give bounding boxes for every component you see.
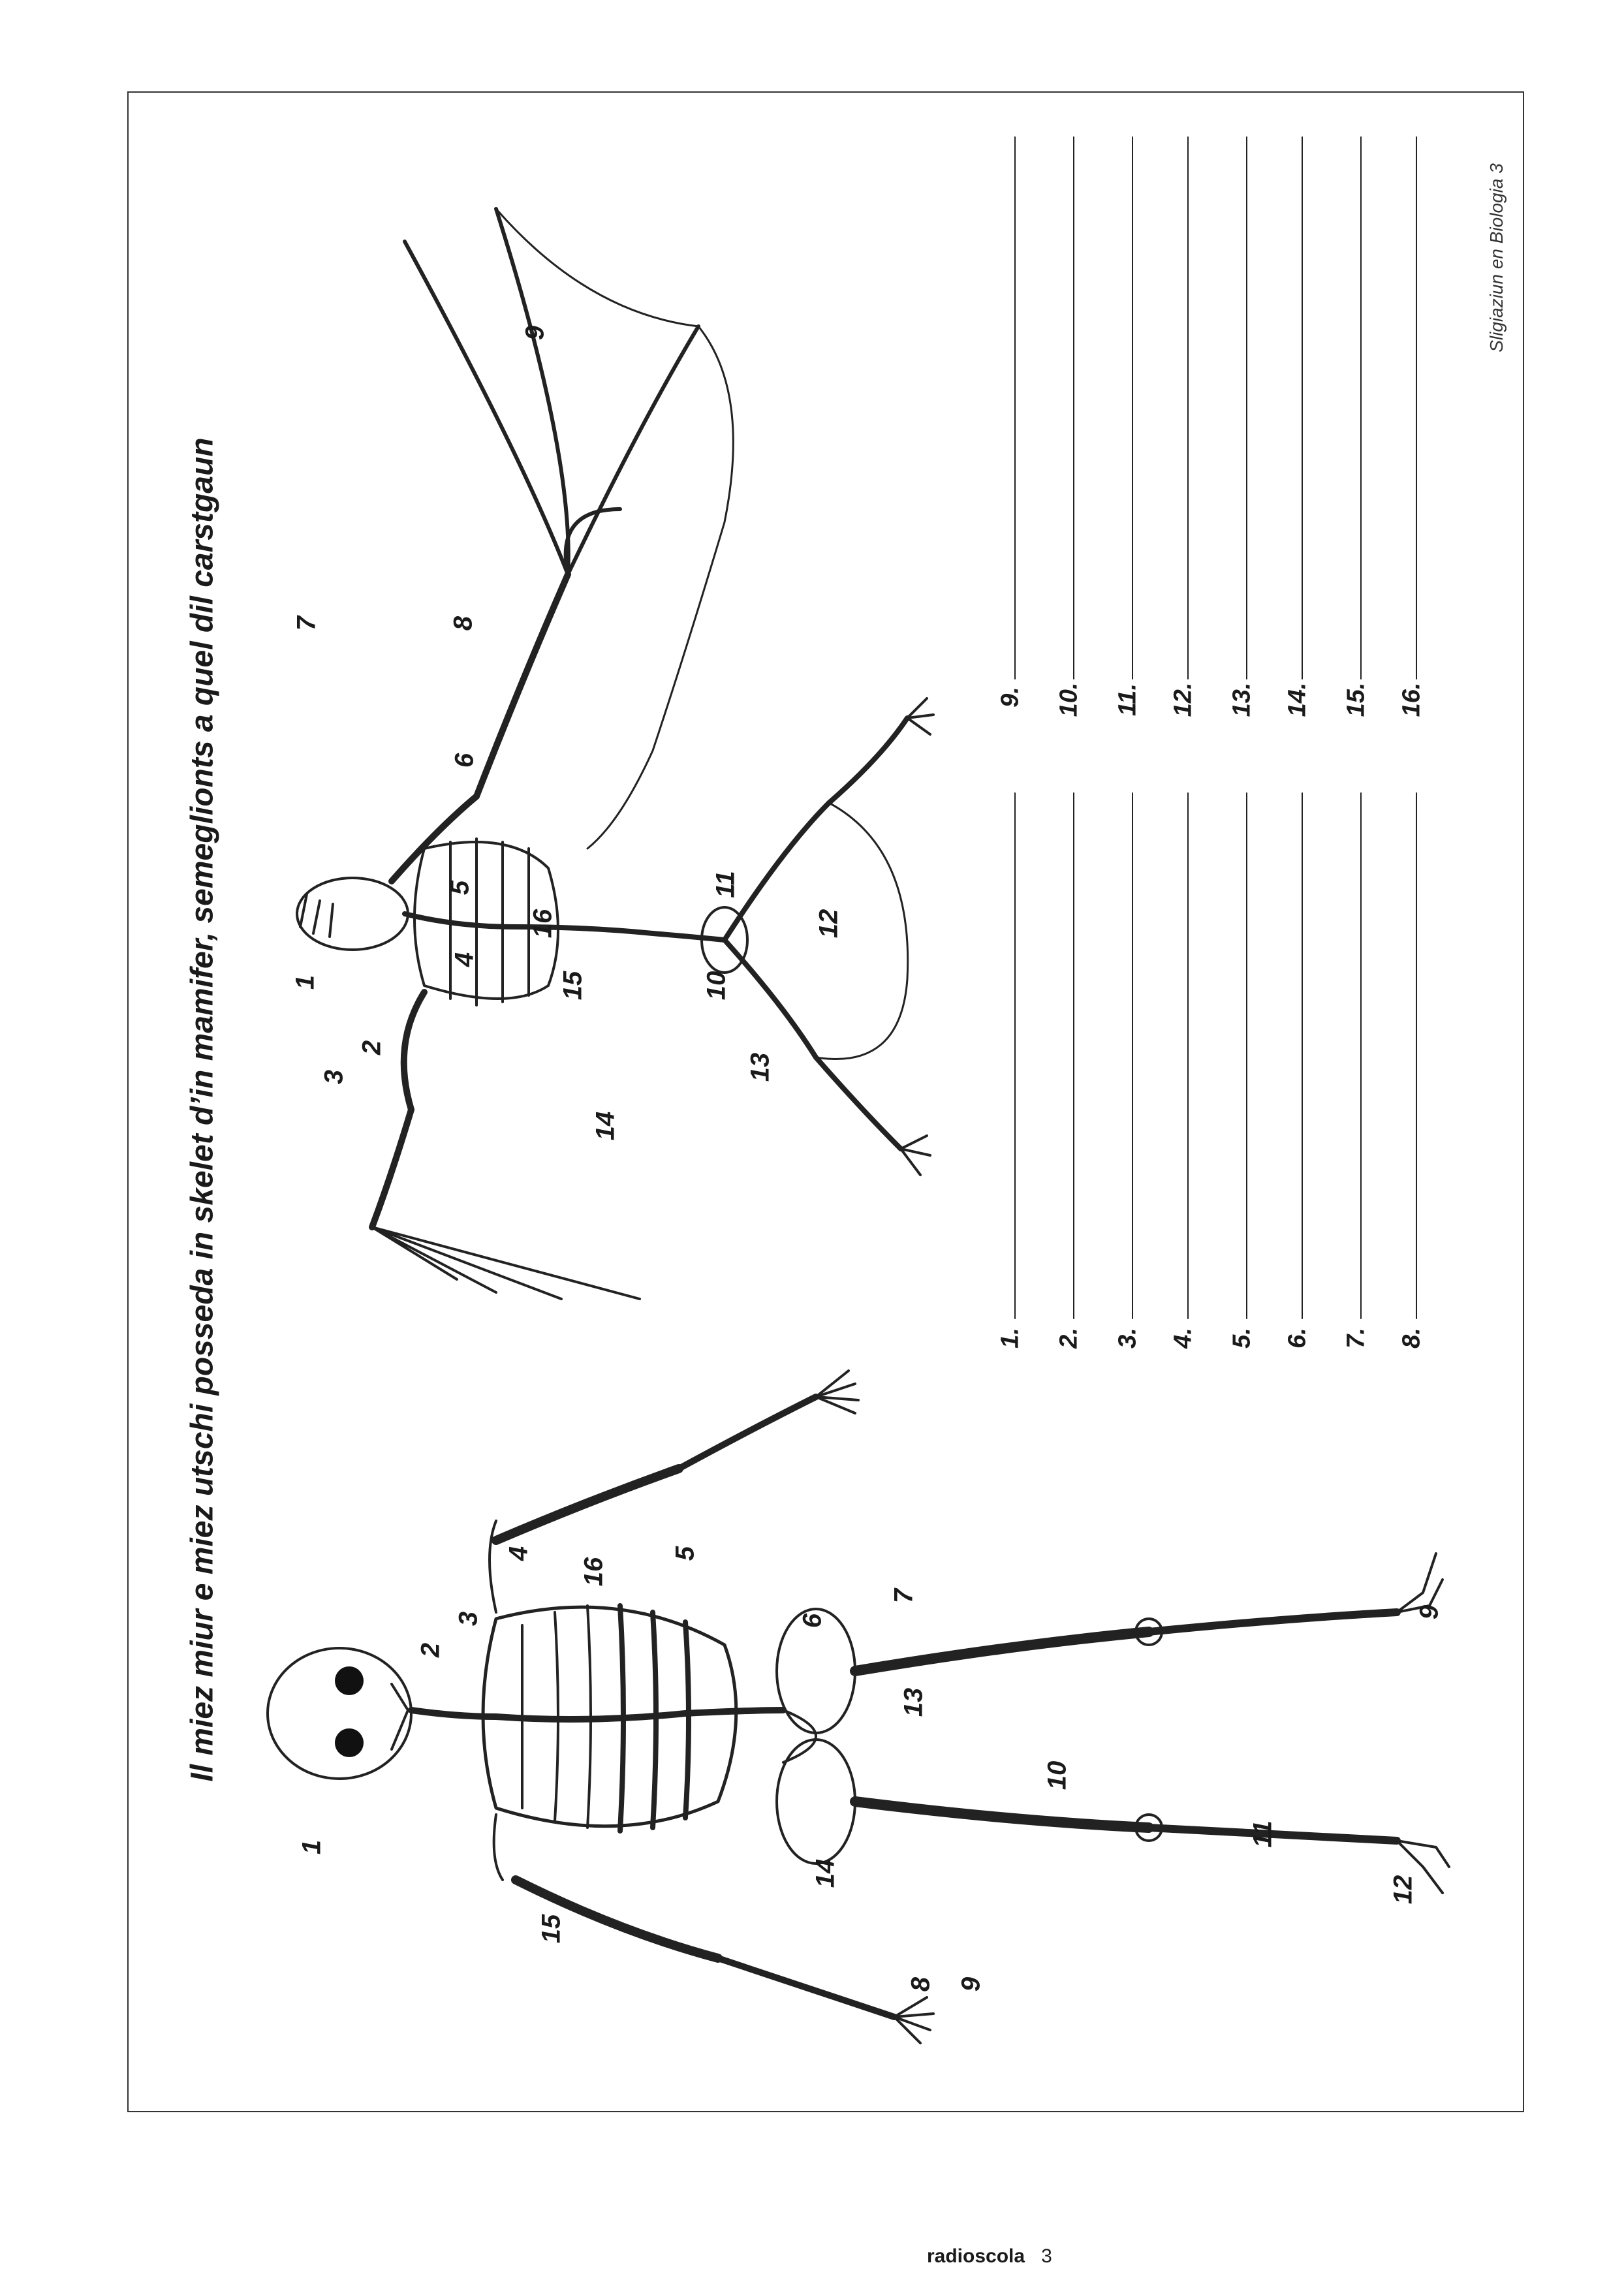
answer-number-1: 1.: [996, 1328, 1024, 1349]
bat-label-13: 13: [745, 1052, 775, 1082]
bat-label-4: 4: [450, 952, 479, 967]
human-label-4: 4: [504, 1546, 533, 1561]
bat-label-10: 10: [702, 971, 731, 1001]
credit-text: Sligiaziun en Biologia 3: [1486, 163, 1507, 352]
answer-number-8: 8.: [1398, 1328, 1426, 1349]
answer-number-9: 9.: [996, 687, 1024, 708]
page-footer: [927, 2245, 1052, 2268]
bat-label-14: 14: [591, 1111, 620, 1141]
human-skeleton-drawing: [268, 1371, 1449, 2043]
human-label-6: 6: [798, 1613, 827, 1629]
footer-brand: radioscola: [927, 2245, 1025, 2267]
human-label-1: 1: [297, 1839, 326, 1855]
human-label-10: 10: [1042, 1760, 1072, 1790]
bat-label-16: 16: [528, 909, 557, 939]
answer-number-10: 10.: [1055, 682, 1083, 717]
footer-page-number: 3: [1041, 2245, 1052, 2267]
answer-lines: [1015, 137, 1416, 1319]
human-label-11: 11: [1248, 1820, 1277, 1848]
bat-label-3: 3: [319, 1069, 349, 1085]
bat-label-12: 12: [814, 909, 843, 939]
human-label-12: 12: [1388, 1875, 1418, 1905]
human-label-5: 5: [670, 1546, 700, 1561]
answer-number-2: 2.: [1055, 1328, 1083, 1349]
answer-number-3: 3.: [1114, 1328, 1142, 1349]
bat-label-15: 15: [558, 971, 587, 1001]
human-label-9a: 9: [956, 1976, 986, 1992]
human-label-9b: 9: [1414, 1604, 1444, 1620]
human-label-3: 3: [454, 1611, 483, 1627]
answer-number-11: 11.: [1114, 683, 1142, 717]
bat-label-7: 7: [292, 616, 321, 631]
answer-number-6: 6.: [1283, 1328, 1311, 1349]
human-label-16: 16: [579, 1557, 608, 1587]
human-skull: [268, 1648, 411, 1779]
human-label-7: 7: [889, 1588, 918, 1604]
page-title: Il miez miur e miez utschi posseda in skelet d’in mamifer, semeglionts a quel dil carstgaun: [185, 437, 220, 1782]
answer-number-15: 15.: [1342, 682, 1370, 717]
answer-number-16: 16.: [1398, 682, 1426, 717]
bat-label-9: 9: [520, 325, 550, 341]
answer-number-12: 12.: [1169, 682, 1197, 717]
human-label-15: 15: [537, 1914, 566, 1944]
answer-number-4: 4.: [1169, 1328, 1197, 1349]
bat-label-1: 1: [290, 975, 320, 990]
bat-label-2: 2: [357, 1040, 386, 1055]
bat-label-11: 11: [711, 871, 740, 898]
human-label-14: 14: [811, 1858, 840, 1888]
human-label-13: 13: [899, 1687, 928, 1717]
bat-label-5: 5: [445, 880, 475, 896]
answer-number-13: 13.: [1228, 682, 1256, 717]
bat-skull: [297, 878, 408, 950]
bat-label-6: 6: [450, 753, 479, 768]
answer-number-14: 14.: [1283, 682, 1311, 717]
human-label-2: 2: [416, 1642, 445, 1658]
bat-label-8: 8: [448, 616, 478, 631]
answer-number-7: 7.: [1342, 1328, 1370, 1349]
human-label-8: 8: [906, 1976, 935, 1992]
answer-number-5: 5.: [1228, 1328, 1256, 1349]
